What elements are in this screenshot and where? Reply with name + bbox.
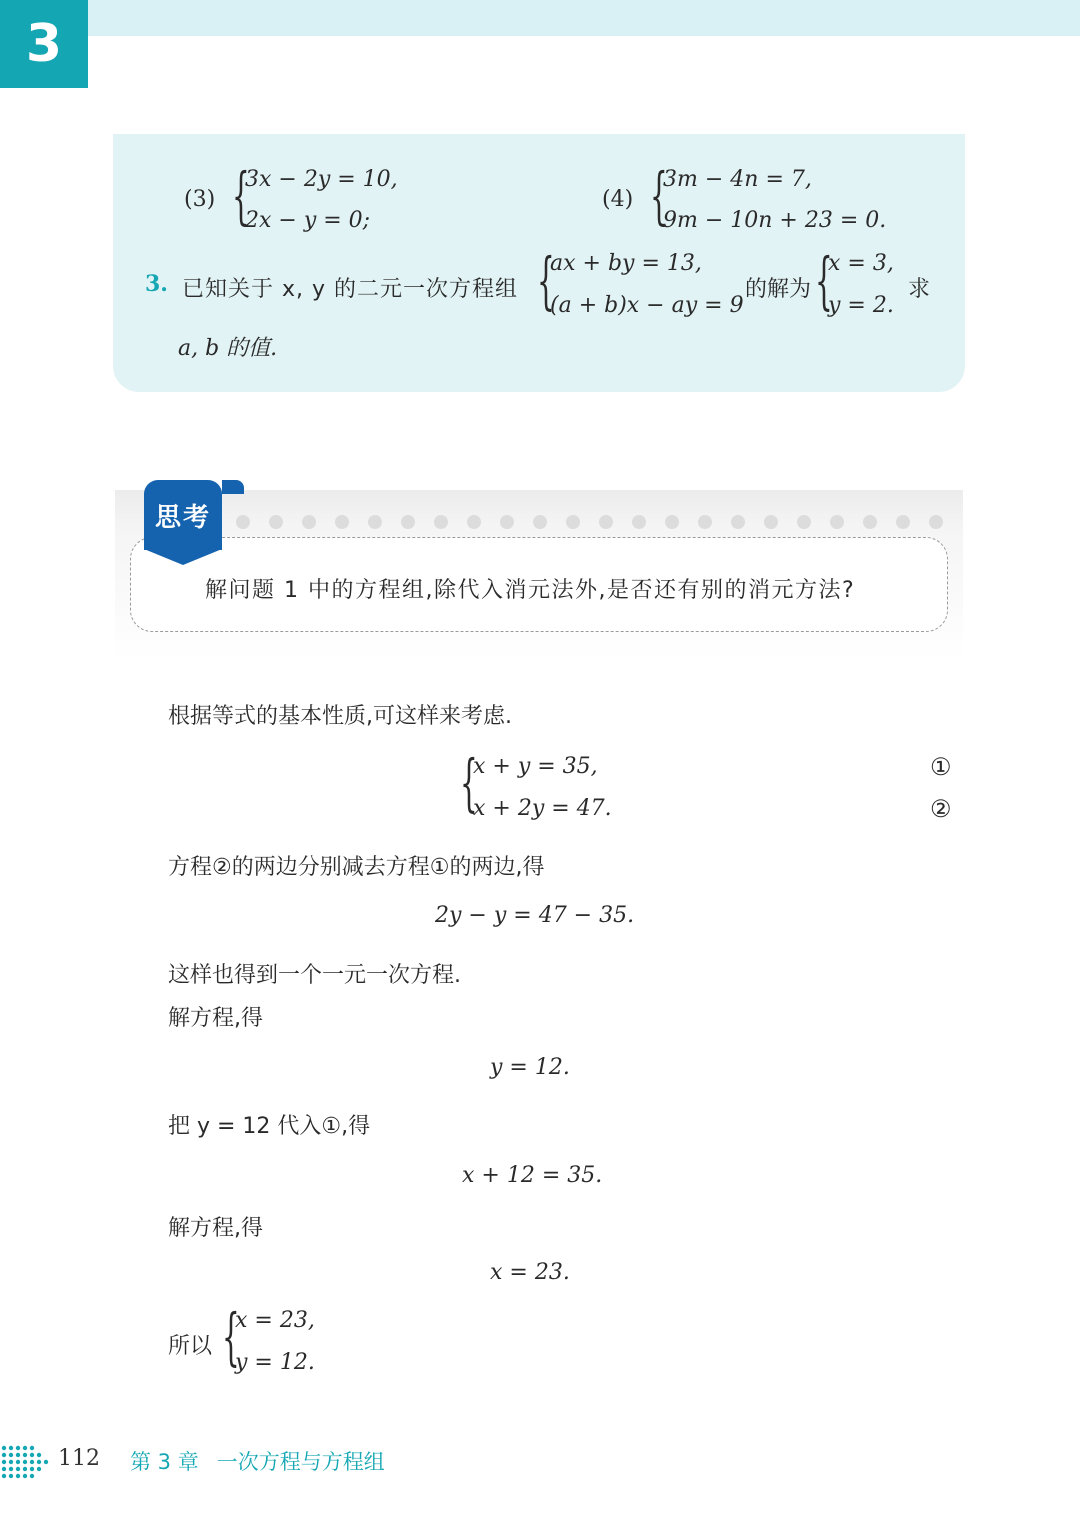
think-dot [434, 515, 448, 529]
exercise-item-4-eq1: 3m − 4n = 7, [663, 167, 812, 192]
think-dot [632, 515, 646, 529]
problem-3-text: 已知关于 x, y 的二元一次方程组 [182, 277, 519, 302]
think-badge-tip [144, 549, 222, 565]
think-question: 解问题 1 中的方程组,除代入消元法外,是否还有别的消元方法? [205, 578, 856, 603]
equation-y-result: y = 12. [490, 1055, 570, 1080]
equation-x-plus-12: x + 12 = 35. [462, 1163, 603, 1188]
step-subtract: 方程②的两边分别减去方程①的两边,得 [168, 855, 545, 880]
think-ribbon [222, 480, 244, 494]
problem-3-eq2: (a + b)x − ay = 9 [550, 293, 744, 318]
step-solve-1: 解方程,得 [168, 1006, 263, 1031]
think-dot [236, 515, 250, 529]
think-dot [764, 515, 778, 529]
equation-x-result: x = 23. [490, 1260, 570, 1285]
problem-3-text-middle: 的解为 [745, 277, 812, 302]
problem-3-eq1: ax + by = 13, [550, 251, 702, 276]
think-dot [566, 515, 580, 529]
think-dot [335, 515, 349, 529]
think-dot [302, 515, 316, 529]
think-dot [698, 515, 712, 529]
problem-3-text-after: 求 [908, 277, 931, 302]
exercise-item-4-eq2: 9m − 10n + 23 = 0. [663, 208, 887, 233]
exercise-item-3-label: (3) [184, 187, 216, 212]
think-dot [731, 515, 745, 529]
problem-3-solution-x: x = 3, [828, 251, 894, 276]
brace-icon: { [222, 1300, 240, 1373]
conclusion-label: 所以 [168, 1334, 213, 1359]
footer-chapter [130, 1446, 403, 1476]
think-dot [929, 515, 943, 529]
think-dot [665, 515, 679, 529]
equation-mark-1: ① [930, 753, 952, 781]
final-solution-y: y = 12. [235, 1350, 315, 1375]
footer-dots-icon [0, 1440, 52, 1480]
think-dot [797, 515, 811, 529]
brace-icon: { [815, 244, 833, 317]
chapter-tab: 3 [0, 0, 88, 88]
exercise-item-3-eq1: 3x − 2y = 10, [245, 167, 398, 192]
think-dot [863, 515, 877, 529]
think-dot [533, 515, 547, 529]
step-solve-2: 解方程,得 [168, 1216, 263, 1241]
brace-icon: { [650, 159, 668, 232]
brace-icon: { [460, 746, 478, 819]
think-dot [467, 515, 481, 529]
problem-3-solution-y: y = 2. [828, 293, 894, 318]
think-dot [830, 515, 844, 529]
think-dot [896, 515, 910, 529]
think-dot [599, 515, 613, 529]
system-eq-2: x + 2y = 47. [473, 796, 612, 821]
intro-text: 根据等式的基本性质,可这样来考虑. [168, 704, 512, 729]
step-substitute: 把 y = 12 代入①,得 [168, 1114, 371, 1139]
step-linear-equation: 这样也得到一个一元一次方程. [168, 963, 461, 988]
equation-subtracted: 2y − y = 47 − 35. [435, 903, 635, 928]
think-badge: 思考 [144, 480, 222, 550]
think-dot [269, 515, 283, 529]
page-number: 112 [58, 1446, 100, 1471]
footer-chapter-number: 第 3 章 [130, 1450, 199, 1474]
final-solution-x: x = 23, [235, 1308, 315, 1333]
think-dot [401, 515, 415, 529]
problem-3-line2: a, b 的值. [178, 336, 278, 361]
system-eq-1: x + y = 35, [473, 754, 598, 779]
equation-mark-2: ② [930, 795, 952, 823]
header-band [88, 0, 1080, 36]
exercise-item-4-label: (4) [602, 187, 634, 212]
think-dot [500, 515, 514, 529]
brace-icon: { [537, 244, 555, 317]
problem-3-number: 3. [145, 271, 168, 297]
brace-icon: { [232, 159, 250, 232]
think-dot [368, 515, 382, 529]
exercise-item-3-eq2: 2x − y = 0; [245, 208, 371, 233]
footer-chapter-title: 一次方程与方程组 [216, 1450, 385, 1474]
